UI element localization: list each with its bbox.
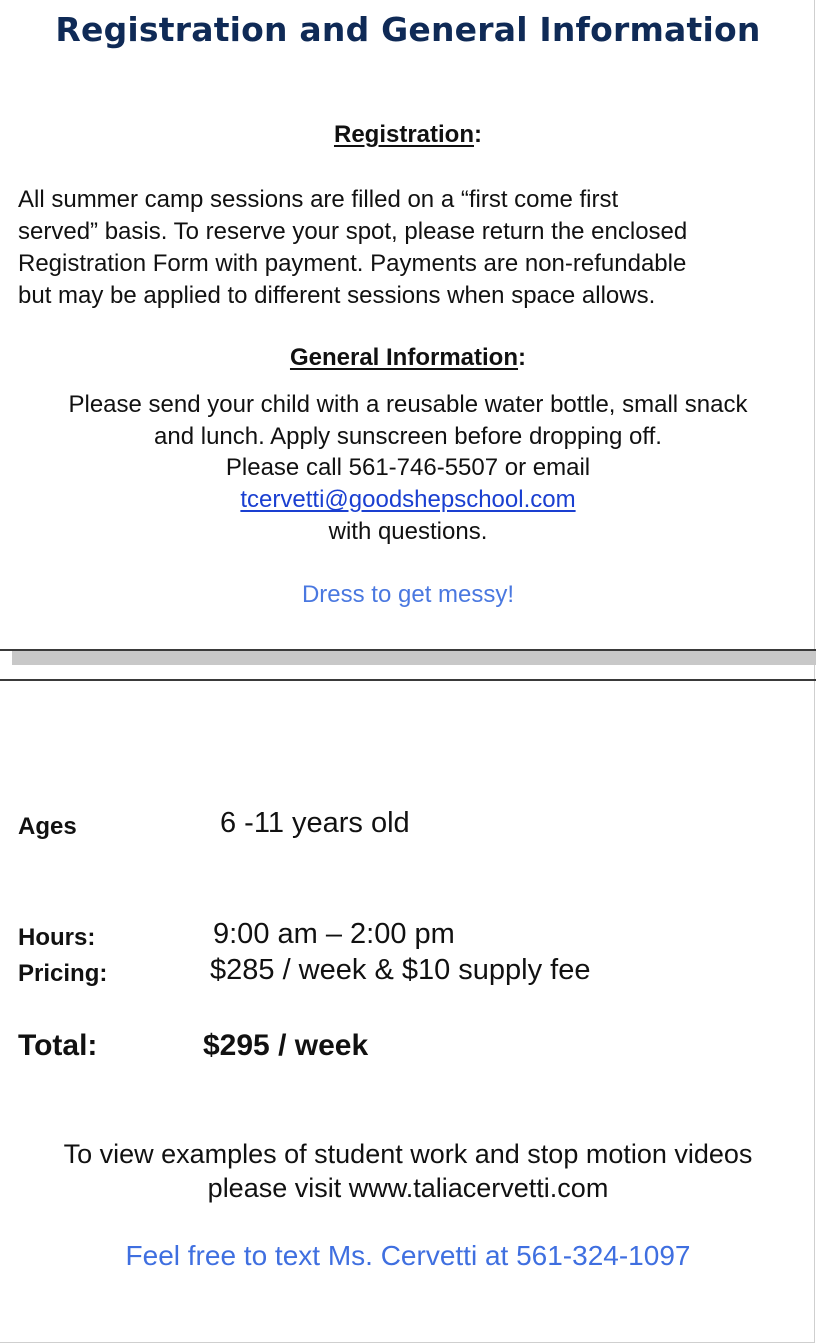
registration-line: All summer camp sessions are filled on a “first come first [18, 186, 619, 213]
separator-gray-band [12, 651, 816, 665]
separator-bottom-rule [0, 679, 816, 681]
email-link[interactable]: tcervetti@goodshepschool.com [240, 486, 576, 513]
general-info-line: Please send your child with a reusable water bottle, small snack [68, 391, 748, 418]
registration-heading-colon: : [474, 121, 482, 148]
visit-line: please visit www.taliacervetti.com [207, 1173, 609, 1203]
visit-line: To view examples of student work and stop motion videos [63, 1139, 753, 1169]
registration-line: Registration Form with payment. Payments are non-refundable [18, 250, 687, 277]
hours-value: 9:00 am – 2:00 pm [213, 918, 455, 950]
ages-value: 6 -11 years old [220, 807, 410, 839]
general-info-line: with questions. [328, 518, 488, 545]
page-title: Registration and General Information [55, 10, 761, 49]
total-label: Total: [18, 1029, 98, 1062]
registration-heading [0, 121, 816, 149]
registration-heading-text: Registration [333, 121, 474, 148]
registration-line: served” basis. To reserve your spot, please return the enclosed [18, 218, 688, 245]
dress-tagline: Dress to get messy! [301, 581, 515, 608]
pricing-label: Pricing: [18, 960, 108, 987]
general-info-heading-text: General Information [289, 344, 519, 371]
general-info-heading [0, 344, 816, 372]
pricing-value: $285 / week & $10 supply fee [210, 954, 591, 986]
registration-paragraph [18, 184, 808, 312]
registration-line: but may be applied to different sessions when space allows. [18, 282, 656, 309]
text-contact-line: Feel free to text Ms. Cervetti at 561-324-1097 [125, 1240, 691, 1271]
email-line [0, 484, 816, 516]
general-info-heading-colon: : [518, 344, 527, 371]
ages-label: Ages [18, 813, 77, 840]
total-value: $295 / week [203, 1029, 369, 1062]
general-info-line: Please call 561-746-5507 or email [225, 454, 591, 481]
hours-label: Hours: [18, 924, 96, 951]
general-info-line: and lunch. Apply sunscreen before dropping off. [154, 423, 662, 450]
